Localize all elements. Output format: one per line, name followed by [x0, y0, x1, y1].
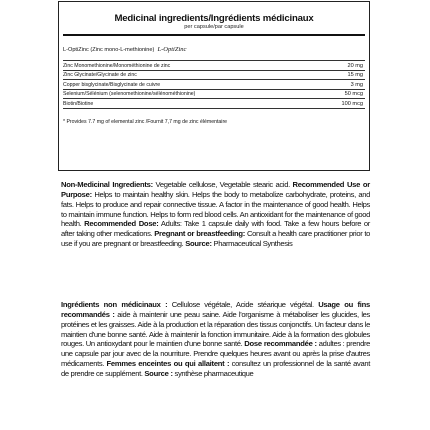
- recommended-use-text-fr: aide à maintenir une peau saine. Aide l'organisme à métaboliser les glucides, les protéines et les graisses. Aide à la production et la réparation des tissus conjonctifs. Un facteur dans le maintien d'une bonne santé. Aide à maintenir la fonction immunitaire. Aide à la formation des globules rouges. Un antioxydant pour le maintien d'une bonne santé.: [61, 309, 370, 349]
- ingredient-name: Selenium/Sélénium (selenomethionine/sélénométhionine): [63, 91, 196, 97]
- recommended-dose-label-fr: Dose recommandée :: [244, 339, 317, 349]
- pregnancy-text-fr: consultez un professionnel de la santé avant de prendre ce supplément.: [61, 359, 370, 378]
- source-label: Source:: [185, 239, 212, 249]
- non-medicinal-label: Non-Medicinal Ingredients:: [61, 180, 153, 189]
- ingredient-amount: 15 mg: [347, 72, 363, 78]
- pregnancy-label-fr: Femmes enceintes ou qui allaitent :: [106, 359, 230, 369]
- ingredient-amount: 20 mg: [347, 62, 363, 69]
- ingredient-amount: 100 mcg: [341, 100, 363, 107]
- non-medicinal-label-fr: Ingrédients non médicinaux :: [61, 300, 168, 309]
- ingredient-table: [63, 60, 365, 109]
- recommended-dose-text-fr: adultes : prendre une capsule par jour avec de la nourriture. Prendre quelques heures avant ou après la prise d'autres médicaments.: [61, 339, 371, 369]
- ingredient-row: [63, 80, 365, 90]
- recommended-dose-label: Recommended Dose:: [84, 219, 159, 229]
- brand-mark: L-OptiZinc: [157, 46, 187, 53]
- ingredient-name: Zinc Monomethionine/Monométhionine de zinc: [63, 62, 171, 69]
- panel-title: Medicinal ingredients/Ingrédients médicinaux: [114, 13, 314, 24]
- recommended-use-label: Recommended Use or Purpose:: [61, 180, 370, 199]
- ingredient-row: [63, 71, 365, 81]
- source-text: Pharmaceutical Synthesis: [211, 239, 293, 249]
- recommended-dose-text: Adults: Take 1 capsule daily with food. Take a few hours before or after taking other medications.: [61, 219, 370, 239]
- thick-divider: [63, 34, 365, 36]
- ingredient-name: Zinc Glycinate/Glycinate de zinc: [63, 72, 137, 78]
- source-text-fr: synthèse pharmaceutique: [172, 368, 254, 378]
- product-line-text: L-OptiZinc (Zinc mono-L-methionine): [63, 47, 155, 53]
- ingredient-amount: 50 mcg: [344, 91, 363, 97]
- pregnancy-text: Consult a health care practitioner prior to use if you are pregnant or breastfeeding.: [61, 229, 370, 249]
- medicinal-ingredients-panel: [58, 1, 370, 171]
- recommended-use-label-fr: Usage ou fins recommandés :: [61, 300, 370, 319]
- ingredient-name: Biotin/Biotine: [63, 100, 94, 107]
- panel-subtitle: per capsule/par capsule: [184, 24, 244, 30]
- non-medicinal-text: Vegetable cellulose, Vegetable stearic acid.: [152, 180, 290, 189]
- recommended-use-text: Helps to maintain healthy skin. Helps the body to metabolize carbohydrate, proteins, and fats. Helps to produce and repair connective tissue. A factor in the maintenance of good health. Helps to maintain immune function. Helps to form red blood cells. An antioxidant for the maintenance of good health.: [61, 189, 370, 229]
- french-label-text: [61, 300, 370, 379]
- elemental-zinc-footnote: * Provides 7.7 mg of elemental zinc /Fournit 7,7 mg de zinc élémentaire: [63, 118, 228, 125]
- pregnancy-label: Pregnant or breastfeeding:: [154, 229, 246, 239]
- ingredient-row: [63, 99, 365, 109]
- source-label-fr: Source :: [144, 368, 173, 378]
- english-label-text: [61, 180, 370, 249]
- non-medicinal-text-fr: Cellulose végétale, Acide stéarique végétal.: [167, 300, 314, 309]
- ingredient-amount: 3 mg: [350, 81, 363, 88]
- product-line: [63, 45, 365, 55]
- ingredient-row: [63, 90, 365, 100]
- ingredient-name: Copper bisglycinate/Bisglycinate de cuivre: [63, 81, 161, 88]
- ingredient-row: [63, 61, 365, 71]
